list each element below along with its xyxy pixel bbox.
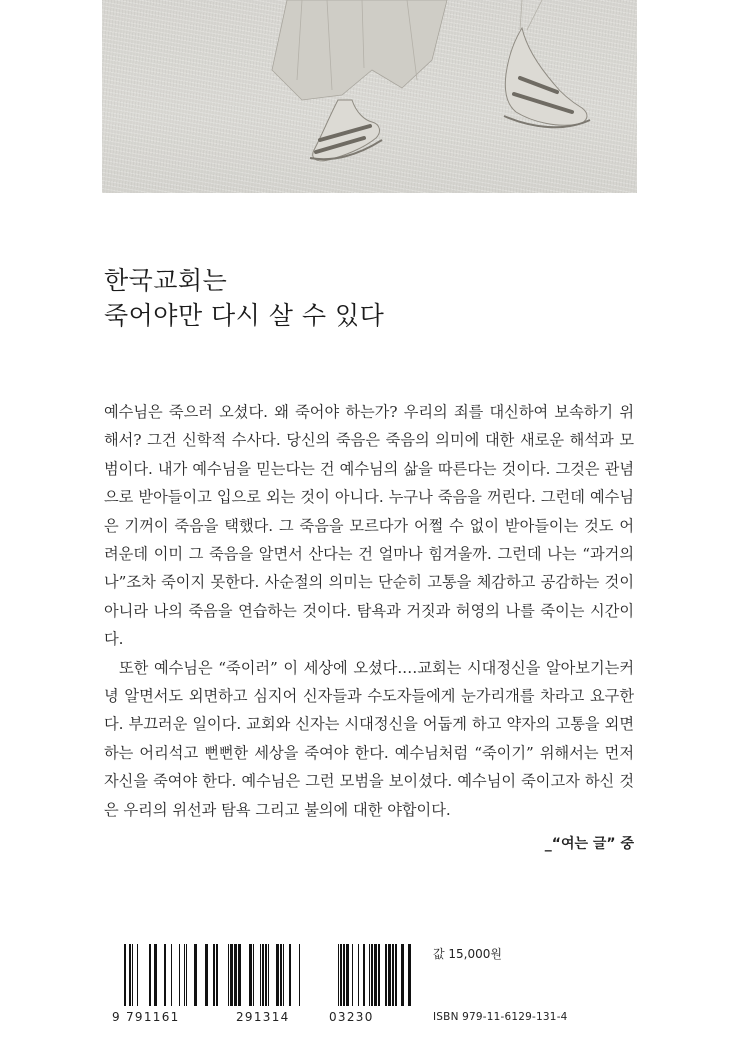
- barcode-digits: [112, 1010, 374, 1024]
- sandaled-feet-illustration: [102, 0, 637, 193]
- barcode-digit-first: 9: [112, 1010, 121, 1024]
- price: 값 15,000원: [433, 947, 502, 961]
- headline-line-2: 죽어야만 다시 살 수 있다: [104, 301, 385, 330]
- excerpt-source: _“여는 글” 중: [544, 836, 634, 852]
- isbn: ISBN 979-11-6129-131-4: [433, 1011, 568, 1023]
- barcode-bars: [112, 944, 424, 1010]
- excerpt-body: [104, 398, 634, 824]
- cover-illustration: [102, 0, 637, 193]
- headline: [104, 263, 384, 333]
- excerpt-paragraph-2: 또한 예수님은 “죽이러” 이 세상에 오셨다.…교회는 시대정신을 알아보기는커녕 알면서도 외면하고 심지어 신자들과 수도자들에게 눈가리개를 차라고 요구한다. 부끄러운 일이다. 교회와 신자는 시대정신을 어둡게 하고 약자의 고통을 외면하는 어리석고 뻔뻔한 세상을 죽여야 한다. 예수님처럼 “죽이기” 위해서는 먼저 자신을 죽여야 한다. 예수님은 그런 모범을 보이셨다. 예수님이 죽이고자 하신 것은 우리의 위선과 탐욕 그리고 불의에 대한 야합이다.: [104, 658, 634, 819]
- barcode-digits-group-1: 791161: [126, 1010, 180, 1024]
- barcode-digits-group-2: 291314: [236, 1010, 290, 1024]
- headline-line-1: 한국교회는: [104, 266, 228, 295]
- barcode: [112, 944, 424, 1014]
- excerpt-paragraph-1: 예수님은 죽으러 오셨다. 왜 죽어야 하는가? 우리의 죄를 대신하여 보속하기 위해서? 그건 신학적 수사다. 당신의 죽음은 죽음의 의미에 대한 새로운 해석과 모범이다. 내가 예수님을 믿는다는 건 예수님의 삶을 따른다는 것이다. 그것은 관념으로 받아들이고 입으로 외는 것이 아니다. 누구나 죽음을 꺼린다. 그런데 예수님은 기꺼이 죽음을 택했다. 그 죽음을 모르다가 어쩔 수 없이 받아들이는 것도 어려운데 이미 그 죽음을 알면서 산다는 건 얼마나 힘겨울까. 그런데 나는 “과거의 나”조차 죽이지 못한다. 사순절의 의미는 단순히 고통을 체감하고 공감하는 것이 아니라 나의 죽음을 연습하는 것이다. 탐욕과 거짓과 허영의 나를 죽이는 시간이다.: [104, 403, 634, 649]
- barcode-addon-digits: 03230: [329, 1010, 374, 1024]
